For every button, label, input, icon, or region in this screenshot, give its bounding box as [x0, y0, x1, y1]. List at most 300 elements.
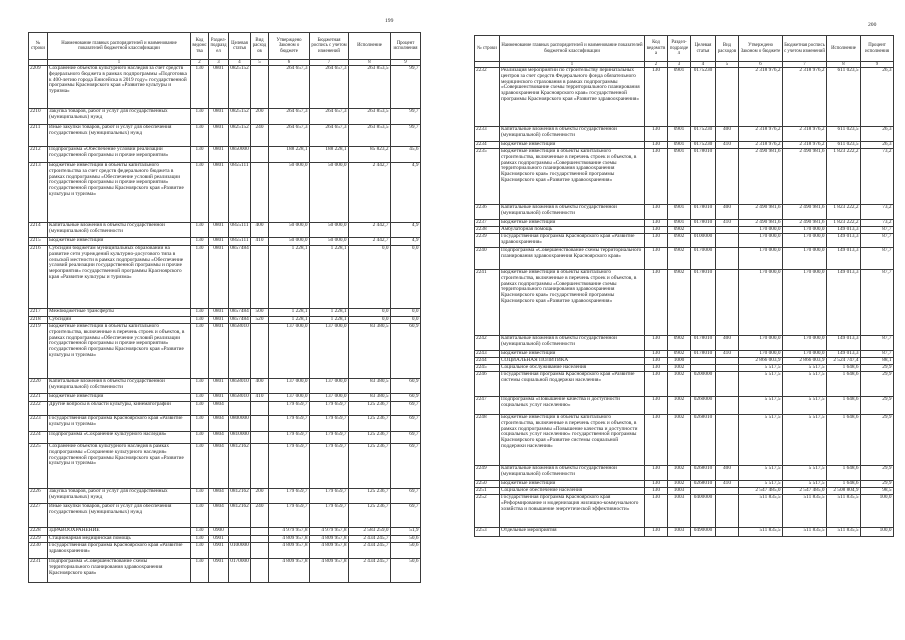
- execution-percent: 50,6: [391, 543, 421, 559]
- approved-amount: 179 659,7: [269, 504, 310, 528]
- row-number: 2249: [475, 466, 500, 481]
- approved-amount: 137 000,0: [269, 324, 310, 379]
- budget-list-amount: 170 000,0: [783, 227, 827, 234]
- budget-list-amount: 179 659,7: [310, 444, 349, 489]
- table-row: [475, 495, 894, 528]
- department-code: 130: [645, 127, 668, 142]
- row-number: 2239: [475, 234, 500, 248]
- table-row: [29, 66, 421, 109]
- department-code: 130: [191, 432, 209, 444]
- row-number: 2247: [475, 397, 500, 415]
- row-number: 2214: [29, 223, 48, 238]
- row-number: 2227: [29, 504, 48, 528]
- target-article-code: [229, 536, 251, 543]
- department-code: 130: [645, 227, 668, 234]
- executed-amount: 1 648,6: [827, 415, 861, 466]
- budget-list-amount: 137 000,0: [310, 379, 349, 394]
- table-row: [475, 220, 894, 227]
- approved-amount: 2 866 003,9: [739, 358, 783, 365]
- executed-amount: 0,0: [349, 309, 391, 317]
- row-name: Капитальные вложения в объекты государственной (муниципальной) собственности: [48, 379, 191, 394]
- section-code: 1003: [668, 488, 691, 495]
- approved-amount: 50 000,0: [269, 223, 310, 238]
- section-code: 1002: [668, 466, 691, 481]
- executed-amount: 2 524 747,4: [827, 358, 861, 365]
- row-number: 2224: [29, 432, 48, 444]
- executed-amount: 611 023,5: [827, 142, 861, 149]
- target-article-code: 0855111: [229, 238, 251, 246]
- budget-list-amount: 1 228,1: [310, 246, 349, 309]
- column-number: 3: [668, 62, 691, 68]
- section-code: 1002: [668, 397, 691, 415]
- table-row: [29, 528, 421, 536]
- row-number: 2233: [475, 127, 500, 142]
- row-name: Капитальные вложения в объекты государственной (муниципальной) собственности: [500, 466, 645, 481]
- approved-amount: 170 000,0: [739, 351, 783, 358]
- target-article-code: 0812162: [229, 504, 251, 528]
- row-name: Реализация мероприятий по строительству перинатальных центров за счет средств Федерального фонда обязательного медицинского страхования в рамках подпрограммы «Совершенствование схемы территориального планирования здравоохранения Красноярского края» государственной программы Красноярского края «Развитие здравоохранения»: [500, 68, 645, 127]
- table-body: [475, 68, 894, 537]
- section-code: 1002: [668, 415, 691, 466]
- budget-list-amount: 170 000,0: [783, 234, 827, 248]
- table-row: [29, 444, 421, 489]
- expense-type-code: 240: [251, 504, 269, 528]
- budget-list-amount: 4 809 957,8: [310, 559, 349, 583]
- table-row: [475, 227, 894, 234]
- budget-list-amount: 2 866 003,9: [783, 358, 827, 365]
- table-header-row: [29, 33, 421, 60]
- budget-list-amount: 50 000,0: [310, 163, 349, 223]
- expense-type-code: 400: [716, 205, 739, 220]
- approved-amount: 170 000,0: [739, 336, 783, 351]
- section-code: 0801: [209, 246, 229, 309]
- execution-percent: 29,9: [861, 365, 894, 372]
- target-article-code: 0400000: [691, 495, 716, 528]
- executed-amount: 125 236,7: [349, 402, 391, 416]
- row-number: 2211: [29, 125, 48, 147]
- table-row: [29, 309, 421, 317]
- row-name: Капитальные вложения в объекты государственной (муниципальной) собственности: [500, 336, 645, 351]
- expense-type-code: 400: [716, 466, 739, 481]
- budget-list-amount: 5 517,5: [783, 372, 827, 397]
- expense-type-code: 410: [716, 142, 739, 149]
- table-row: [29, 379, 421, 394]
- expense-type-code: [251, 246, 269, 309]
- budget-list-amount: 2 490 981,6: [783, 149, 827, 205]
- target-article-code: 0855111: [229, 223, 251, 238]
- target-article-code: 0857484: [229, 246, 251, 309]
- execution-percent: 100,0: [861, 495, 894, 528]
- approved-amount: 137 000,0: [269, 379, 310, 394]
- target-article-code: 0178010: [691, 270, 716, 336]
- table-row: [29, 416, 421, 432]
- row-number: 2226: [29, 489, 48, 504]
- department-code: 130: [645, 466, 668, 481]
- header-name: Наименование главных распорядителей и наименование показателей бюджетной классификации: [500, 36, 645, 62]
- section-code: 0804: [209, 504, 229, 528]
- row-number: 2242: [475, 336, 500, 351]
- target-article-code: 0812162: [229, 489, 251, 504]
- row-number: 2248: [475, 415, 500, 466]
- approved-amount: 2 490 981,6: [739, 220, 783, 227]
- row-name: Государственная программа Красноярского края «Развитие культуры и туризма»: [48, 416, 191, 432]
- department-code: 130: [645, 220, 668, 227]
- table-row: [475, 415, 894, 466]
- execution-percent: 87,7: [861, 234, 894, 248]
- table-row: [475, 248, 894, 270]
- approved-amount: 5 517,5: [739, 372, 783, 397]
- expense-type-code: [716, 495, 739, 528]
- column-number: 9: [391, 60, 421, 66]
- expense-type-code: [716, 365, 739, 372]
- execution-percent: 73,2: [861, 220, 894, 227]
- section-code: 0801: [209, 317, 229, 324]
- row-number: 2217: [29, 309, 48, 317]
- approved-amount: 50 000,0: [269, 238, 310, 246]
- target-article-code: 0810000: [229, 432, 251, 444]
- approved-amount: 179 659,7: [269, 489, 310, 504]
- execution-percent: 87,7: [861, 270, 894, 336]
- row-name: Иные закупки товаров, работ и услуг для обеспечения государственных (муниципальных) нужд: [48, 504, 191, 528]
- approved-amount: 188 228,1: [269, 147, 310, 163]
- target-article-code: [691, 358, 716, 365]
- approved-amount: 264 657,3: [269, 109, 310, 125]
- department-code: 130: [191, 309, 209, 317]
- row-name: Бюджетные инвестиции: [500, 142, 645, 149]
- section-code: 1003: [668, 495, 691, 528]
- page-number: 200: [868, 22, 877, 28]
- row-name: Бюджетные инвестиции в объекты капитального строительства за счет средств федерального бюджета в рамках подпрограммы «Обеспечение условий реализации государственной программы и прочие мероприятия» государственной программы Красноярского края «Развитие культуры и туризма»: [48, 163, 191, 223]
- approved-amount: 4 809 957,8: [269, 536, 310, 543]
- column-number: 6: [739, 62, 783, 68]
- target-article-code: 0858010: [229, 324, 251, 379]
- row-number: 2225: [29, 444, 48, 489]
- table-row: [475, 488, 894, 495]
- department-code: 130: [191, 394, 209, 402]
- department-code: 130: [191, 66, 209, 109]
- row-name: Сохранение объектов культурного наследия в рамках подпрограммы «Сохранение культурного наследия» государственной программы Красноярского края «Развитие культуры и туризма»: [48, 444, 191, 489]
- execution-percent: 88,1: [861, 358, 894, 365]
- row-name: Бюджетные инвестиции: [500, 351, 645, 358]
- target-article-code: 0857484: [229, 317, 251, 324]
- row-number: 2209: [29, 66, 48, 109]
- target-article-code: 0100000: [229, 543, 251, 559]
- row-name: Субсидии: [48, 317, 191, 324]
- expense-type-code: [251, 432, 269, 444]
- executed-amount: 149 013,3: [827, 270, 861, 336]
- budget-list-amount: 264 657,3: [310, 125, 349, 147]
- executed-amount: 149 013,3: [827, 248, 861, 270]
- department-code: 130: [191, 559, 209, 583]
- column-number: 8: [827, 62, 861, 68]
- table-row: [475, 397, 894, 415]
- approved-amount: 179 659,7: [269, 416, 310, 432]
- expense-type-code: [251, 324, 269, 379]
- table-row: [475, 142, 894, 149]
- expense-type-code: [716, 397, 739, 415]
- department-code: 130: [645, 528, 668, 537]
- approved-amount: 170 000,0: [739, 227, 783, 234]
- approved-amount: 1 228,1: [269, 309, 310, 317]
- executed-amount: 263 853,5: [349, 125, 391, 147]
- executed-amount: 1 823 222,2: [827, 149, 861, 205]
- budget-list-amount: 2 490 981,6: [783, 205, 827, 220]
- target-article-code: 0825152: [229, 109, 251, 125]
- department-code: 130: [645, 234, 668, 248]
- expense-type-code: [251, 163, 269, 223]
- row-name: Государственная программа Красноярского края «Развитие системы социальной поддержки населения»: [500, 372, 645, 397]
- header-approved: Утверждено Законом о бюджете: [269, 33, 310, 60]
- section-code: 1002: [668, 372, 691, 397]
- column-number: 6: [269, 60, 310, 66]
- target-article-code: 0260000: [691, 397, 716, 415]
- table-row: [29, 109, 421, 125]
- department-code: 130: [645, 415, 668, 466]
- row-name: Государственная программа Красноярского края «Реформирование и модернизация жилищно-коммунального хозяйства и повышение энергетической эффективности»: [500, 495, 645, 528]
- header-section-code: Раздел-подраздел: [668, 36, 691, 62]
- table-row: [29, 536, 421, 543]
- executed-amount: 1 648,6: [827, 365, 861, 372]
- target-article-code: 0178010: [691, 149, 716, 205]
- budget-list-amount: 137 000,0: [310, 324, 349, 379]
- target-article-code: [229, 528, 251, 536]
- table-row: [475, 149, 894, 205]
- row-number: 2212: [29, 147, 48, 163]
- executed-amount: 263 853,5: [349, 109, 391, 125]
- row-number: 2210: [29, 109, 48, 125]
- table-row: [475, 127, 894, 142]
- execution-percent: 26,3: [861, 127, 894, 142]
- table-row: [29, 489, 421, 504]
- row-number: 2240: [475, 248, 500, 270]
- approved-amount: 2 547 485,0: [739, 488, 783, 495]
- execution-percent: 4,9: [391, 163, 421, 223]
- target-article-code: 0175230: [691, 142, 716, 149]
- execution-percent: 60,9: [391, 394, 421, 402]
- execution-percent: 99,7: [391, 125, 421, 147]
- executed-amount: 2 442,7: [349, 238, 391, 246]
- section-code: 0900: [209, 528, 229, 536]
- department-code: 130: [191, 379, 209, 394]
- column-number: 4: [691, 62, 716, 68]
- target-article-code: 0268010: [691, 466, 716, 481]
- budget-list-amount: 5 517,5: [783, 365, 827, 372]
- section-code: 0801: [209, 163, 229, 223]
- expense-type-code: [716, 528, 739, 537]
- section-code: 0801: [209, 66, 229, 109]
- header-percent: Процент исполнения: [391, 33, 421, 60]
- section-code: 0901: [668, 220, 691, 227]
- execution-percent: 69,7: [391, 504, 421, 528]
- execution-percent: 26,3: [861, 68, 894, 127]
- approved-amount: 2 318 976,2: [739, 142, 783, 149]
- executed-amount: 2 508 804,9: [827, 488, 861, 495]
- section-code: 0901: [209, 543, 229, 559]
- row-number: 2228: [29, 528, 48, 536]
- row-number: 2253: [475, 528, 500, 537]
- approved-amount: 264 657,3: [269, 66, 310, 109]
- execution-percent: 73,2: [861, 149, 894, 205]
- header-section-code: Раздел-подраздел: [209, 33, 229, 60]
- department-code: 130: [191, 543, 209, 559]
- execution-percent: 0,0: [391, 317, 421, 324]
- target-article-code: 0855111: [229, 163, 251, 223]
- column-number: 1: [500, 62, 645, 68]
- approved-amount: 4 809 957,8: [269, 543, 310, 559]
- section-code: 0901: [668, 149, 691, 205]
- executed-amount: 149 013,3: [827, 227, 861, 234]
- execution-percent: 50,6: [391, 536, 421, 543]
- row-number: 2230: [29, 543, 48, 559]
- executed-amount: 0,0: [349, 317, 391, 324]
- row-number: 2251: [475, 488, 500, 495]
- execution-percent: 69,7: [391, 402, 421, 416]
- row-number: 2223: [29, 416, 48, 432]
- execution-percent: 69,7: [391, 444, 421, 489]
- department-code: 130: [645, 351, 668, 358]
- executed-amount: 1 648,6: [827, 397, 861, 415]
- section-code: 1002: [668, 481, 691, 488]
- header-row-number: № строки: [475, 36, 500, 62]
- table-row: [29, 543, 421, 559]
- execution-percent: 29,9: [861, 481, 894, 488]
- department-code: 130: [191, 317, 209, 324]
- execution-percent: 69,7: [391, 489, 421, 504]
- header-name: Наименование главных распорядителей и наименование показателей бюджетной классификации: [48, 33, 191, 60]
- row-number: 2232: [475, 68, 500, 127]
- execution-percent: 98,5: [861, 488, 894, 495]
- budget-list-amount: 4 809 957,8: [310, 536, 349, 543]
- expense-type-code: 400: [716, 336, 739, 351]
- row-number: 2241: [475, 270, 500, 336]
- row-name: Бюджетные инвестиции: [48, 238, 191, 246]
- row-number: 2236: [475, 205, 500, 220]
- budget-list-amount: 5 517,5: [783, 397, 827, 415]
- approved-amount: 511 835,5: [739, 528, 783, 537]
- department-code: 130: [645, 397, 668, 415]
- table-row: [475, 528, 894, 537]
- table-row: [29, 246, 421, 309]
- execution-percent: 51,9: [391, 528, 421, 536]
- expense-type-code: 410: [251, 394, 269, 402]
- table-row: [475, 466, 894, 481]
- approved-amount: 2 318 976,2: [739, 127, 783, 142]
- department-code: 130: [191, 444, 209, 489]
- execution-percent: 45,6: [391, 147, 421, 163]
- department-code: 130: [191, 489, 209, 504]
- section-code: 0804: [209, 432, 229, 444]
- target-article-code: 0175230: [691, 68, 716, 127]
- execution-percent: 87,7: [861, 351, 894, 358]
- target-article-code: [691, 227, 716, 234]
- table-row: [29, 394, 421, 402]
- execution-percent: 69,7: [391, 416, 421, 432]
- department-code: 130: [191, 528, 209, 536]
- table-row: [475, 336, 894, 351]
- department-code: 130: [191, 238, 209, 246]
- department-code: 130: [645, 481, 668, 488]
- section-code: 0801: [209, 125, 229, 147]
- expense-type-code: [251, 66, 269, 109]
- row-name: Закупка товаров, работ и услуг для государственных (муниципальных) нужд: [48, 489, 191, 504]
- approved-amount: 2 490 981,6: [739, 205, 783, 220]
- row-name: Бюджетные инвестиции в объекты капитального строительства, включенные в перечень строек и объектов, в рамках подпрограммы «Совершенствование схемы территориального планирования здравоохранения Красноярского края» государственной программы Красноярского края «Развитие здравоохранения»: [500, 149, 645, 205]
- target-article-code: 0200000: [691, 372, 716, 397]
- executed-amount: 1 648,6: [827, 481, 861, 488]
- row-name: Подпрограмма «Сохранение культурного наследия»: [48, 432, 191, 444]
- column-number: 2: [191, 60, 209, 66]
- row-number: 2244: [475, 358, 500, 365]
- executed-amount: 511 835,5: [827, 528, 861, 537]
- approved-amount: 264 657,3: [269, 125, 310, 147]
- approved-amount: 170 000,0: [739, 248, 783, 270]
- department-code: 130: [645, 372, 668, 397]
- section-code: 1003: [668, 528, 691, 537]
- department-code: 130: [645, 248, 668, 270]
- department-code: 130: [191, 402, 209, 416]
- target-article-code: 0825152: [229, 125, 251, 147]
- expense-type-code: 200: [251, 109, 269, 125]
- executed-amount: 83 380,5: [349, 324, 391, 379]
- execution-percent: 0,0: [391, 309, 421, 317]
- approved-amount: 179 659,7: [269, 444, 310, 489]
- target-article-code: 0850000: [229, 147, 251, 163]
- section-code: 0801: [209, 324, 229, 379]
- expense-type-code: 410: [716, 481, 739, 488]
- execution-percent: 99,7: [391, 66, 421, 109]
- expense-type-code: [716, 68, 739, 127]
- expense-type-code: [251, 147, 269, 163]
- executed-amount: 2 442,7: [349, 223, 391, 238]
- target-article-code: [691, 365, 716, 372]
- expense-type-code: 410: [716, 351, 739, 358]
- table-row: [475, 234, 894, 248]
- section-code: 1002: [668, 365, 691, 372]
- expense-type-code: [251, 536, 269, 543]
- row-name: Амбулаторная помощь: [500, 227, 645, 234]
- target-article-code: 0170000: [229, 559, 251, 583]
- budget-list-amount: 1 228,1: [310, 317, 349, 324]
- expense-type-code: [251, 444, 269, 489]
- executed-amount: 149 013,3: [827, 336, 861, 351]
- expense-type-code: 410: [251, 238, 269, 246]
- header-department-code: Код ведомства: [645, 36, 668, 62]
- executed-amount: 83 380,5: [349, 379, 391, 394]
- department-code: 130: [645, 336, 668, 351]
- section-code: 0902: [668, 270, 691, 336]
- execution-percent: 50,6: [391, 559, 421, 583]
- target-article-code: 0858010: [229, 394, 251, 402]
- row-name: Капитальные вложения в объекты государственной (муниципальной) собственности: [500, 205, 645, 220]
- executed-amount: 1 648,6: [827, 372, 861, 397]
- department-code: 130: [191, 536, 209, 543]
- table-row: [475, 372, 894, 397]
- approved-amount: 179 659,7: [269, 402, 310, 416]
- row-number: 2218: [29, 317, 48, 324]
- executed-amount: 2 442,7: [349, 163, 391, 223]
- approved-amount: 4 809 957,8: [269, 559, 310, 583]
- budget-list-amount: 50 000,0: [310, 238, 349, 246]
- target-article-code: 0800000: [229, 416, 251, 432]
- department-code: 130: [645, 358, 668, 365]
- budget-list-amount: 2 547 485,0: [783, 488, 827, 495]
- approved-amount: 2 490 981,6: [739, 149, 783, 205]
- expense-type-code: 400: [251, 223, 269, 238]
- expense-type-code: [716, 358, 739, 365]
- target-article-code: 0490000: [691, 528, 716, 537]
- expense-type-code: [716, 234, 739, 248]
- department-code: 130: [645, 495, 668, 528]
